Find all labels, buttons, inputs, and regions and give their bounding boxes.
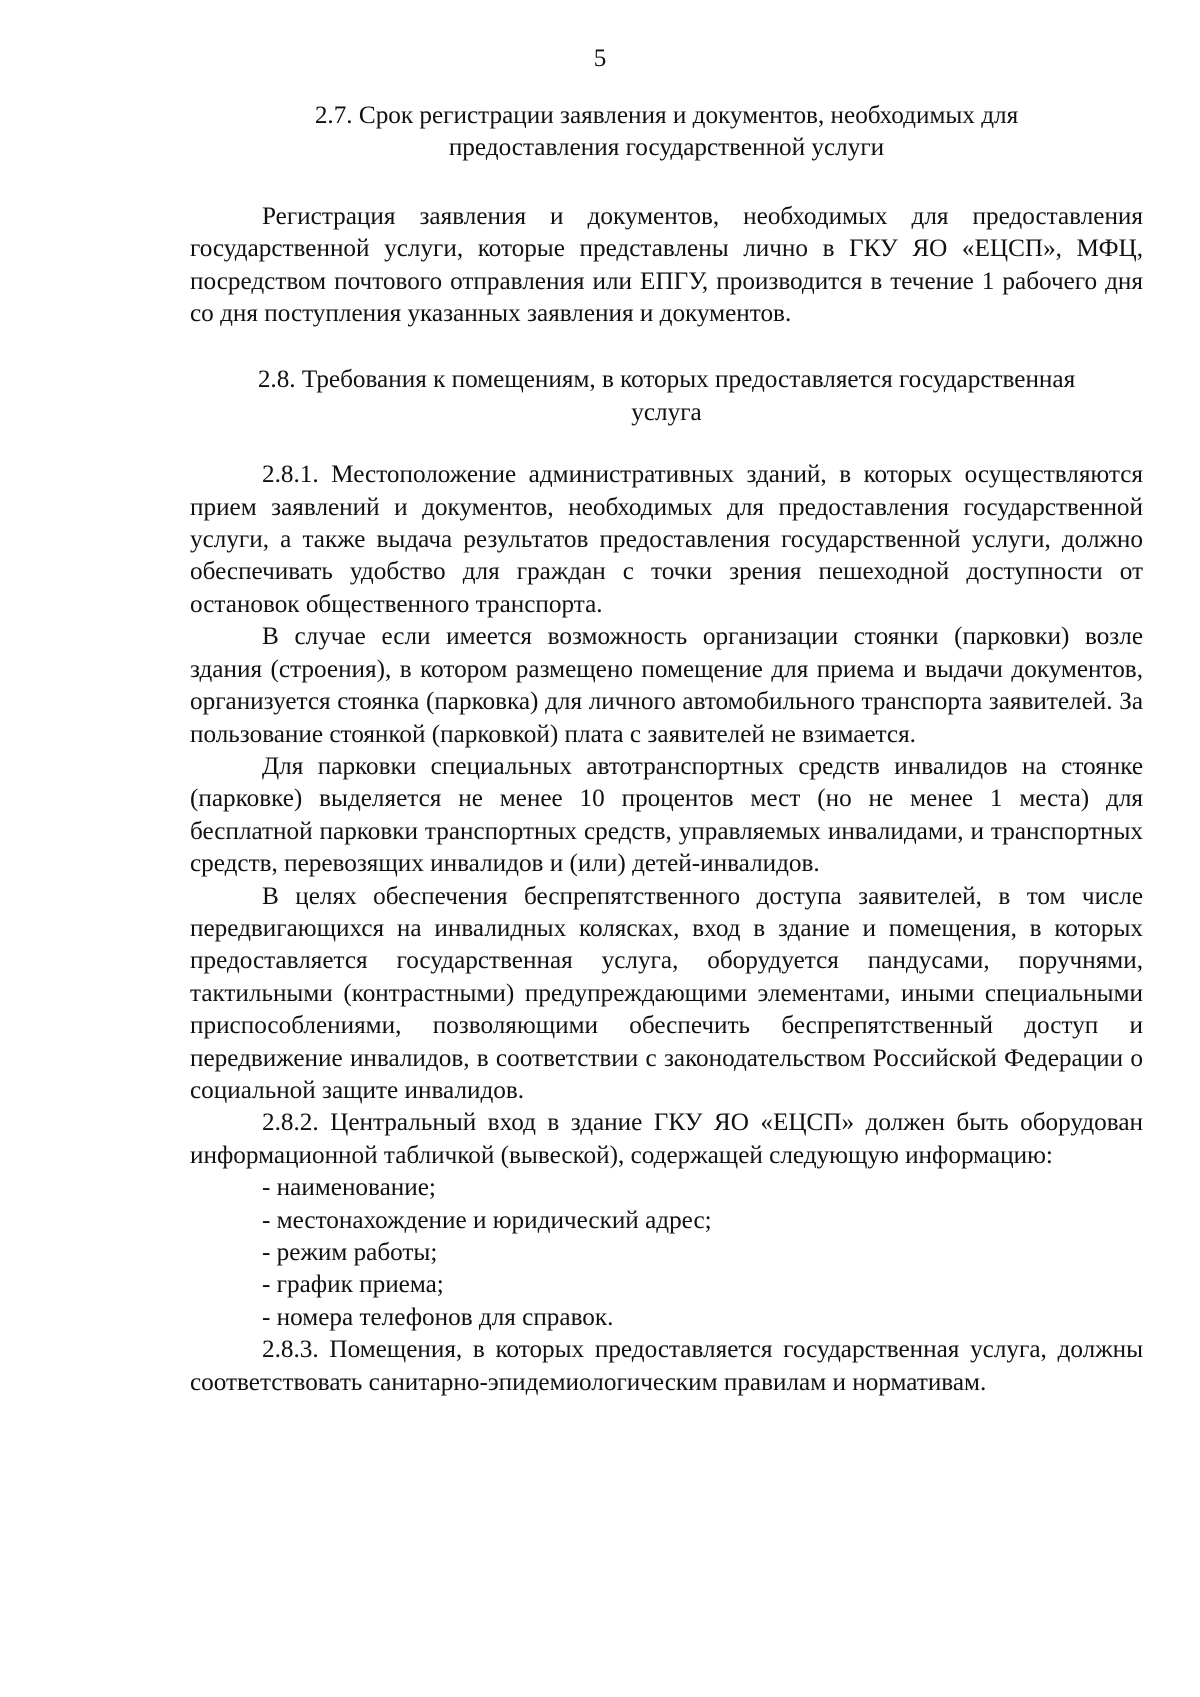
section-2-7-heading [190,100,1143,165]
section-2-8-heading [190,364,1143,429]
document-body [190,100,1143,1399]
paragraph-2-8-2: 2.8.2. Центральный вход в здание ГКУ ЯО «ЕЦСП» должен быть оборудован информационной табличкой (вывеской), содержащей следующую информацию: [190,1109,1143,1169]
heading-line: 2.7. Срок регистрации заявления и документов, необходимых для [314,102,1019,129]
section-2-7-paragraph: Регистрация заявления и документов, необходимых для предоставления государственной услуги, которые представлены лично в ГКУ ЯО «ЕЦСП», МФЦ, посредством почтового отправления или ЕПГУ, производится в течение 1 рабочего дня со дня поступления указанных заявления и документов. [190,202,1143,328]
list-item: - наименование; [262,1174,436,1202]
page-number: 5 [593,45,607,72]
paragraph-disabled-parking: Для парковки специальных автотранспортных средств инвалидов на стоянке (парковке) выделяется не менее 10 процентов мест (но не менее 1 места) для бесплатной парковки транспортных средств, управляемых инвалидами, и транспортных средств, перевозящих инвалидов и (или) детей-инвалидов. [190,752,1143,878]
info-sign-list [190,1172,1143,1334]
list-item: - номера телефонов для справок. [262,1303,614,1331]
paragraph-2-8-1: 2.8.1. Местоположение административных зданий, в которых осуществляются прием заявлений и документов, необходимых для предоставления государственной услуги, а также выдача результатов предоставления государственной услуги, должно обеспечивать удобство для граждан с точки зрения пешеходной доступности от остановок общественного транспорта. [190,461,1143,618]
paragraph-2-8-3: 2.8.3. Помещения, в которых предоставляется государственная услуга, должны соответствовать санитарно-эпидемиологическим правилам и нормативам. [190,1336,1143,1396]
heading-line: услуга [631,398,702,426]
list-item: - местонахождение и юридический адрес; [262,1206,712,1234]
heading-line: предоставления государственной услуги [448,134,885,162]
paragraph-accessibility: В целях обеспечения беспрепятственного доступа заявителей, в том числе передвигающихся на инвалидных колясках, вход в здание и помещения, в которых предоставляется государственная услуга, оборудуется пандусами, поручнями, тактильными (контрастными) предупреждающими элементами, иными специальными приспособлениями, позволяющими обеспечить беспрепятственный доступ и передвижение инвалидов, в соответствии с законодательством Российской Федерации о социальной защите инвалидов. [190,882,1143,1104]
list-item: - график приема; [262,1271,444,1299]
list-item: - режим работы; [262,1239,438,1266]
heading-line: 2.8. Требования к помещениям, в которых предоставляется государственная [257,366,1076,394]
paragraph-parking: В случае если имеется возможность организации стоянки (парковки) возле здания (строения), в котором размещено помещение для приема и выдачи документов, организуется стоянка (парковка) для личного автомобильного транспорта заявителей. За пользование стоянкой (парковкой) плата с заявителей не взимается. [190,623,1143,748]
